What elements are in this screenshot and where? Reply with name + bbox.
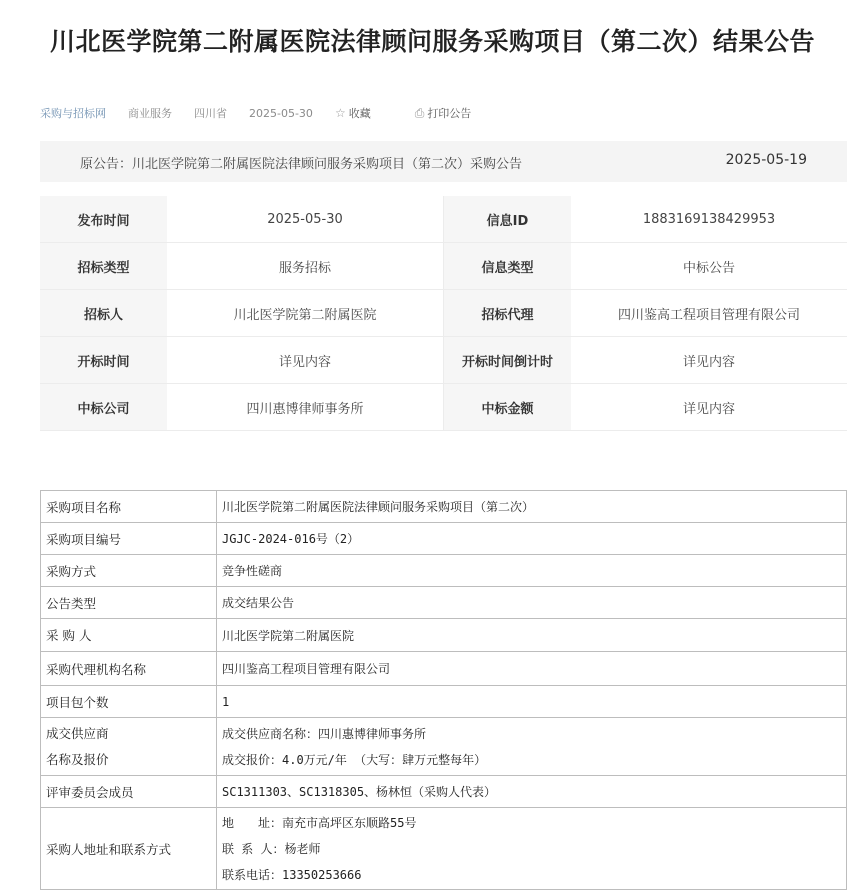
detail-key: 采购项目编号 bbox=[41, 523, 217, 555]
detail-value-line: 联 系 人：杨老师 bbox=[222, 841, 321, 856]
meta-value: 2025-05-30 bbox=[167, 196, 444, 243]
detail-value-line: 成交供应商名称：四川惠博律师事务所 bbox=[222, 726, 427, 741]
detail-value: 竞争性磋商 bbox=[217, 555, 847, 587]
detail-value bbox=[217, 718, 847, 776]
detail-key-line: 成交供应商 bbox=[46, 725, 109, 741]
detail-value bbox=[217, 808, 847, 890]
meta-value: 四川鉴高工程项目管理有限公司 bbox=[571, 290, 847, 337]
detail-key: 评审委员会成员 bbox=[41, 776, 217, 808]
meta-value: 详见内容 bbox=[571, 384, 847, 431]
detail-value: SC1311303、SC1318305、杨林恒（采购人代表） bbox=[217, 776, 847, 808]
table-row bbox=[40, 337, 847, 384]
detail-key-line: 名称及报价 bbox=[46, 751, 109, 767]
detail-key: 公告类型 bbox=[41, 587, 217, 619]
detail-key bbox=[41, 718, 217, 776]
breadcrumb-category[interactable]: 商业服务 bbox=[128, 107, 172, 120]
table-row bbox=[40, 384, 847, 431]
meta-value: 四川惠博律师事务所 bbox=[167, 384, 444, 431]
detail-value: 川北医学院第二附属医院法律顾问服务采购项目（第二次） bbox=[217, 491, 847, 523]
meta-key: 招标类型 bbox=[40, 243, 167, 290]
detail-key: 采购代理机构名称 bbox=[41, 652, 217, 686]
detail-value-line: 地 址：南充市高坪区东顺路55号 bbox=[222, 815, 417, 830]
detail-value: JGJC-2024-016号（2） bbox=[217, 523, 847, 555]
original-notice-date: 2025-05-19 bbox=[725, 152, 807, 168]
meta-key: 开标时间 bbox=[40, 337, 167, 384]
table-row bbox=[41, 491, 847, 523]
meta-value: 详见内容 bbox=[167, 337, 444, 384]
table-row bbox=[41, 808, 847, 890]
table-row bbox=[40, 290, 847, 337]
table-row bbox=[41, 523, 847, 555]
meta-info-table bbox=[40, 196, 847, 431]
print-button[interactable] bbox=[415, 105, 494, 121]
table-row bbox=[41, 718, 847, 776]
meta-key: 信息类型 bbox=[444, 243, 572, 290]
star-icon: ☆ bbox=[334, 106, 346, 120]
table-row bbox=[41, 652, 847, 686]
meta-key: 开标时间倒计时 bbox=[444, 337, 572, 384]
table-row bbox=[41, 619, 847, 652]
meta-value: 详见内容 bbox=[571, 337, 847, 384]
original-notice-bar[interactable] bbox=[40, 141, 847, 182]
meta-key: 中标金额 bbox=[444, 384, 572, 431]
detail-table bbox=[40, 490, 847, 890]
detail-value: 四川鉴高工程项目管理有限公司 bbox=[217, 652, 847, 686]
table-row bbox=[40, 243, 847, 290]
detail-value: 1 bbox=[217, 686, 847, 718]
favorite-button[interactable] bbox=[335, 105, 393, 121]
table-row bbox=[41, 555, 847, 587]
meta-value: 1883169138429953 bbox=[571, 196, 847, 243]
table-row bbox=[40, 196, 847, 243]
detail-value-line: 联系电话：13350253666 bbox=[222, 867, 362, 882]
table-row bbox=[41, 776, 847, 808]
original-notice-link[interactable]: 原公告：川北医学院第二附属医院法律顾问服务采购项目（第二次）采购公告 bbox=[80, 157, 523, 172]
meta-key: 发布时间 bbox=[40, 196, 167, 243]
favorite-label: 收藏 bbox=[348, 107, 371, 120]
print-label: 打印公告 bbox=[427, 107, 472, 120]
detail-key: 项目包个数 bbox=[41, 686, 217, 718]
detail-key: 采购人地址和联系方式 bbox=[41, 808, 217, 890]
meta-key: 招标人 bbox=[40, 290, 167, 337]
page-title: 川北医学院第二附属医院法律顾问服务采购项目（第二次）结果公告 bbox=[49, 27, 815, 56]
detail-key: 采购项目名称 bbox=[41, 491, 217, 523]
meta-value: 服务招标 bbox=[167, 243, 444, 290]
meta-key: 中标公司 bbox=[40, 384, 167, 431]
detail-value: 川北医学院第二附属医院 bbox=[217, 619, 847, 652]
detail-value-line: 成交报价：4.0万元/年 （大写：肆万元整每年） bbox=[222, 752, 487, 767]
printer-icon: ⎙ bbox=[414, 105, 425, 120]
breadcrumb-site-link[interactable]: 采购与招标网 bbox=[40, 107, 106, 120]
publish-date: 2025-05-30 bbox=[249, 106, 313, 120]
breadcrumb bbox=[40, 105, 515, 121]
meta-key: 招标代理 bbox=[444, 290, 572, 337]
table-row bbox=[41, 686, 847, 718]
meta-key: 信息ID bbox=[444, 196, 572, 243]
table-row bbox=[41, 587, 847, 619]
meta-value: 川北医学院第二附属医院 bbox=[167, 290, 444, 337]
detail-key: 采购方式 bbox=[41, 555, 217, 587]
detail-value: 成交结果公告 bbox=[217, 587, 847, 619]
breadcrumb-region[interactable]: 四川省 bbox=[194, 107, 227, 120]
meta-value: 中标公告 bbox=[571, 243, 847, 290]
detail-key: 采 购 人 bbox=[41, 619, 217, 652]
